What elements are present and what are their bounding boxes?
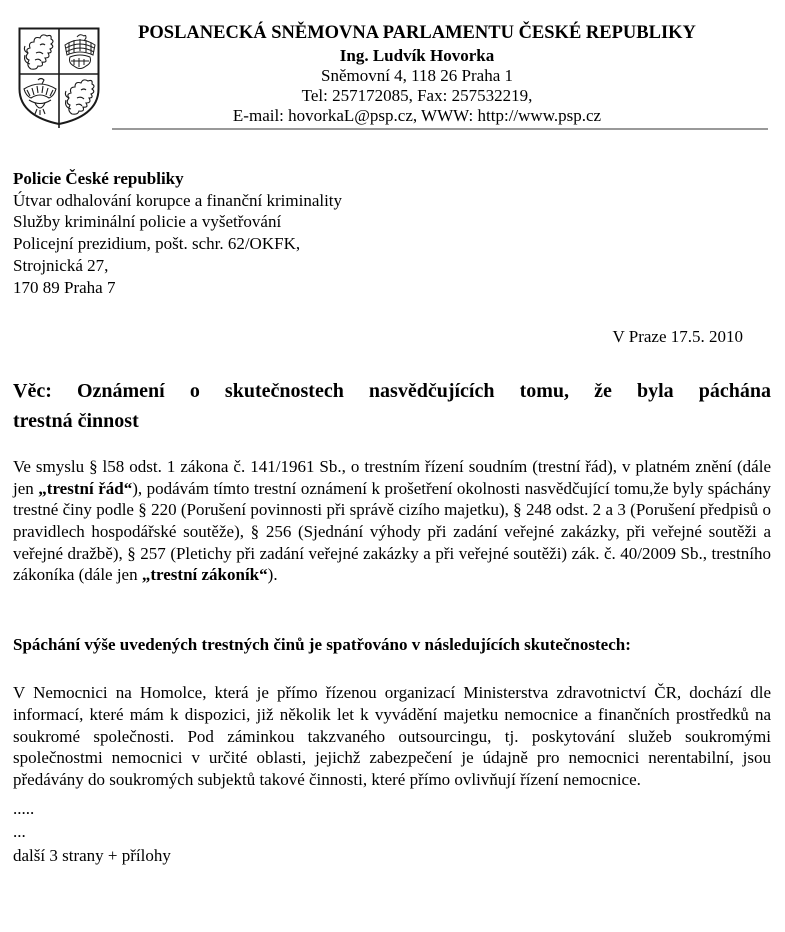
sender-name: Ing. Ludvík Hovorka: [339, 46, 495, 65]
dateline: V Praze 17.5. 2010: [612, 327, 743, 347]
recipient-address-line: Služby kriminální policie a vyšetřování: [13, 212, 282, 232]
closing-block: [13, 797, 770, 868]
recipient-address-line: Útvar odhalování korupce a finanční kriminality: [13, 190, 343, 210]
sender-address: Sněmovní 4, 118 26 Praha 1: [320, 66, 514, 85]
text-run: ).: [267, 565, 278, 585]
czech-coat-of-arms-icon: [18, 27, 100, 128]
ellipsis-line-long: .....: [13, 798, 35, 818]
bold-term: „trestní zákoník“: [141, 565, 268, 585]
body-paragraph-2: V Nemocnici na Homolce, která je přímo řízenou organizací Ministerstva zdravotnictví ČR, dochází dle informací, které mám k dispozici, již několik let k vyvádění majetku nemocnice a finančních prostředků na soukromé společnosti. Pod záminkou takzvaného outsourcingu, tj. poskytování služeb soukromými společnostmi nemocnici v určité oblasti, jejichž zabezpečení je údajně pro nemocnici nerentabilní, jsou předávány do soukromých subjektů takové činnosti, které přímo ovlivňují řízení nemocnice.: [13, 683, 771, 789]
recipient-address-line: 170 89 Praha 7: [13, 277, 116, 297]
recipient-address-lines: [13, 190, 770, 299]
text-run: ), podávám tímto trestní oznámení k prošetření okolnosti nasvědčující tomu,že byly spáchány trestné činy podle § 220 (Porušení povinnosti při správě cizího majetku), § 248 odst. 2 a 3 (Porušení předpisů o pravidlech hospodářské soutěže), § 256 (Sjednání výhody při zadání veřejné zakázky, při veřejné soutěži a veřejné dražbě), § 257 (Pletichy při zadání veřejné zakázky a při veřejné soutěži) zák. č. 40/2009 Sb., trestního zákoníka (dále jen: [13, 478, 771, 585]
closing-note: další 3 strany + přílohy: [13, 845, 171, 865]
ellipsis-line-short: ...: [13, 822, 26, 842]
sender-email-web: E-mail: hovorkaL@psp.cz, WWW: http://www.psp.cz: [232, 106, 602, 125]
recipient-address-line: Policejní prezidium, pošt. schr. 62/OKFK,: [13, 234, 301, 254]
bold-term: „trestní řád“: [38, 478, 133, 498]
recipient-address-line: Strojnická 27,: [13, 255, 109, 275]
text-run: Ve smyslu § l58 odst. 1 zákona č. 141/1961 Sb., o trestním řízení soudním (trestní řád), v platném znění (dále jen: [13, 456, 771, 498]
organization-title: POSLANECKÁ SNĚMOVNA PARLAMENTU ČESKÉ REPUBLIKY: [138, 23, 696, 43]
letterhead: [0, 0, 785, 126]
section-heading: Spáchání výše uvedených trestných činů je spatřováno v následujících skutečnostech:: [13, 635, 631, 655]
subject-line-1: Věc: Oznámení o skutečnostech nasvědčujících tomu, že byla páchána: [13, 379, 771, 402]
body-paragraph-1: [13, 456, 771, 586]
letterhead-divider: [112, 128, 768, 130]
recipient-name: Policie České republiky: [13, 169, 184, 188]
recipient-block: [13, 168, 770, 298]
subject-line-2: trestná činnost: [13, 409, 139, 432]
subject-heading: [13, 376, 771, 436]
letterhead-text: [104, 22, 730, 126]
sender-phone-fax: Tel: 257172085, Fax: 257532219,: [301, 86, 533, 105]
